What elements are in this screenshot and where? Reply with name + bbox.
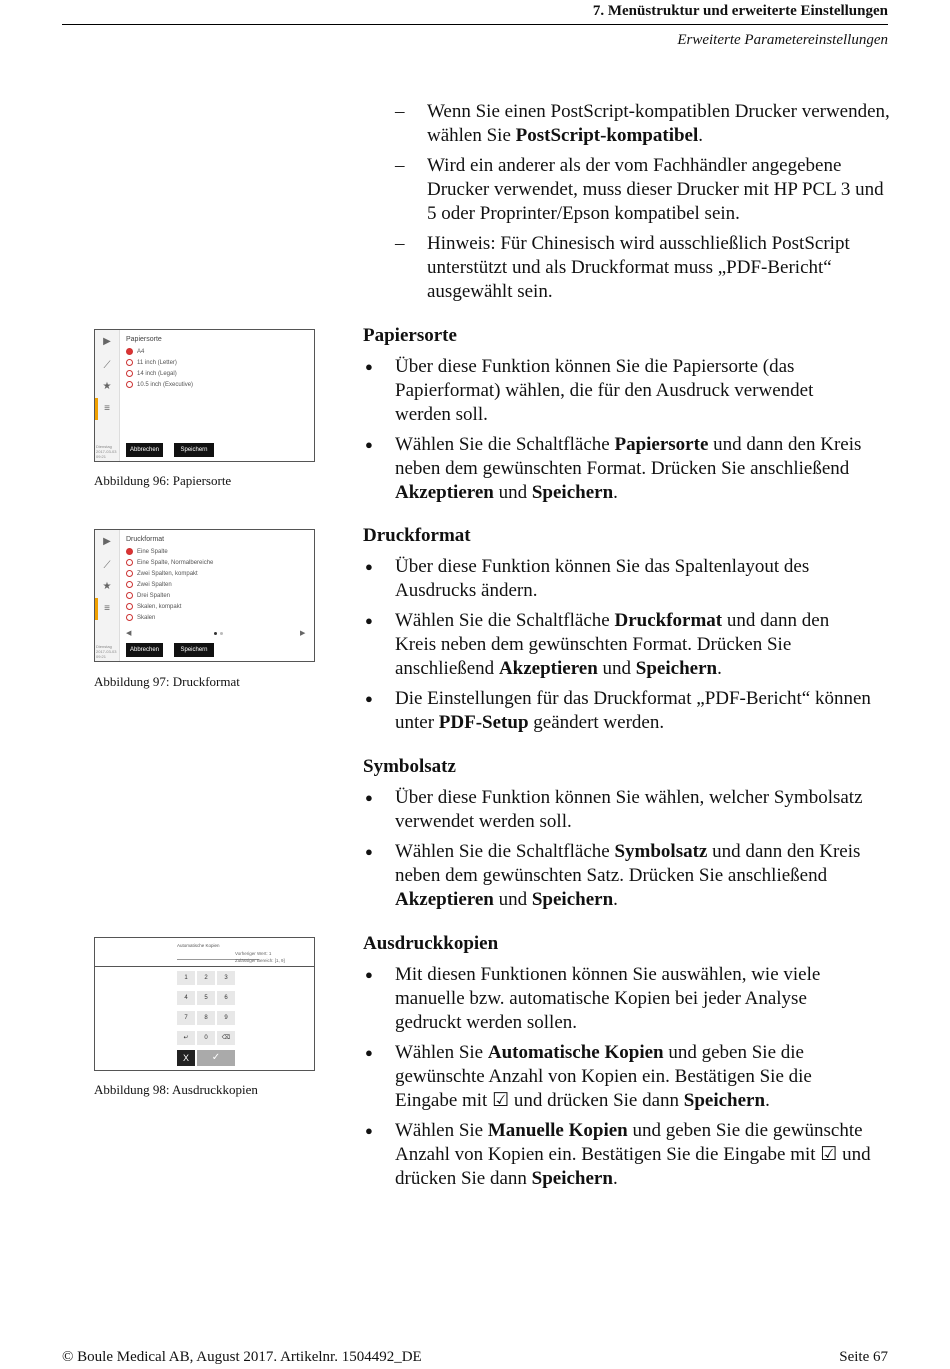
radio-icon — [126, 381, 133, 388]
format-option[interactable]: Zwei Spalten, kompakt — [126, 570, 198, 579]
text-run: und geben Sie die gewünschte Anzahl von Kopien ein. Bestätigen Sie die Eingabe mit ☑ und drücken Sie dann — [395, 1120, 871, 1189]
bold-term: Speichern — [531, 482, 614, 503]
bullet-list-ausdruckkopien — [363, 963, 873, 1197]
key-3[interactable]: 3 — [217, 971, 235, 985]
divider — [95, 966, 314, 967]
radio-icon — [126, 359, 133, 366]
scroll-left-icon[interactable]: ◀ — [126, 630, 132, 637]
text-run: und dann den Kreis neben dem gewünschten Format. Drücken Sie anschließend — [395, 610, 830, 679]
bold-term: Akzeptieren — [395, 889, 494, 910]
section-title-symbolsatz: Symbolsatz — [363, 756, 456, 777]
figure-papiersorte-screenshot — [94, 329, 315, 462]
bullet-list-papiersorte — [363, 355, 873, 511]
bold-term: PDF-Setup — [438, 712, 529, 733]
radio-icon — [126, 592, 133, 599]
paper-option-letter[interactable]: 11 inch (Letter) — [126, 359, 177, 368]
text-run: Über diese Funktion können Sie das Spaltenlayout des Ausdrucks ändern. — [395, 556, 810, 601]
paper-option-legal[interactable]: 14 inch (Legal) — [126, 370, 177, 379]
key-6[interactable]: 6 — [217, 991, 235, 1005]
chart-icon: ⟋ — [103, 360, 111, 371]
confirm-key[interactable]: ✓ — [197, 1050, 235, 1066]
page-indicator-icon — [220, 632, 223, 635]
text-run: Über diese Funktion können Sie die Papiersorte (das Papierformat) wählen, die für den Ausdruck verwendet werden soll. — [395, 356, 814, 425]
chart-icon: ⟋ — [103, 560, 111, 571]
scroll-right-icon[interactable]: ▶ — [300, 630, 306, 637]
keypad-title: Automatische Kopien — [177, 943, 220, 948]
menu-icon: ≡ — [104, 403, 110, 414]
cancel-key[interactable]: X — [177, 1050, 195, 1066]
text-run: . — [613, 889, 618, 910]
bold-term: PostScript-kompatibel — [515, 125, 699, 146]
text-run: Wird ein anderer als der vom Fachhändler angegebene Drucker verwendet, muss dieser Drucker mit HP PCL 3 und 5 oder Proprinter/Epson kompatibel sein. — [427, 155, 884, 224]
figure-ausdruckkopien-screenshot — [94, 937, 315, 1071]
play-icon: ▶ — [103, 336, 111, 347]
text-run: Mit diesen Funktionen können Sie auswählen, wie viele manuelle bzw. automatische Kopien bei jeder Analyse gedruckt werden sollen. — [395, 964, 821, 1033]
enter-key[interactable]: ↵ — [177, 1031, 195, 1045]
page-indicator-icon — [214, 632, 217, 635]
save-button[interactable]: Speichern — [174, 643, 214, 657]
cancel-button[interactable]: Abbrechen — [126, 643, 163, 657]
bold-term: Akzeptieren — [395, 482, 494, 503]
chapter-heading: 7. Menüstruktur und erweiterte Einstellungen — [592, 3, 888, 19]
sidebar — [95, 530, 120, 661]
radio-selected-icon — [126, 548, 133, 555]
date-time: Dienstag 2017-03-03 09:21 — [96, 444, 117, 459]
figure-caption: Abbildung 98: Ausdruckkopien — [94, 1082, 258, 1097]
format-option[interactable]: Drei Spalten — [126, 592, 170, 601]
section-title-papiersorte: Papiersorte — [363, 325, 457, 346]
bullet-list-symbolsatz — [363, 786, 873, 918]
dash-item: – Wird ein anderer als der vom Fachhändler angegebene Drucker verwendet, muss dieser Drucker mit HP PCL 3 und 5 oder Proprinter/Epson kompatibel sein. — [395, 155, 884, 224]
text-run: und — [493, 889, 532, 910]
bullet-item: ● Wählen Sie die Schaltfläche Papiersorte und dann den Kreis neben dem gewünschten Format. Drücken Sie anschließend Akzeptieren und Speichern. — [365, 434, 862, 503]
bullet-item: ● Wählen Sie Automatische Kopien und geben Sie die gewünschte Anzahl von Kopien ein. Bestätigen Sie die Eingabe mit ☑ und drücken Sie dann Speichern. — [365, 1042, 812, 1111]
bold-term: Speichern — [531, 1168, 613, 1189]
bold-term: Manuelle Kopien — [487, 1120, 628, 1141]
text-run: . — [612, 1168, 618, 1189]
backspace-key[interactable]: ⌫ — [217, 1031, 235, 1045]
text-run: Wählen Sie die Schaltfläche — [395, 434, 615, 455]
bold-term: Speichern — [635, 658, 718, 679]
key-5[interactable]: 5 — [197, 991, 215, 1005]
text-run: . — [698, 125, 704, 146]
key-0[interactable]: 0 — [197, 1031, 215, 1045]
section-title-druckformat: Druckformat — [363, 525, 471, 546]
bold-term: Akzeptieren — [498, 658, 598, 679]
key-2[interactable]: 2 — [197, 971, 215, 985]
radio-icon — [126, 570, 133, 577]
text-run: Wählen Sie die Schaltfläche — [395, 610, 615, 631]
text-run: Die Einstellungen für das Druckformat „PDF-Bericht“ können unter — [395, 688, 871, 733]
radio-selected-icon — [126, 348, 133, 355]
screen-title: Druckformat — [126, 536, 165, 543]
section-title-ausdruckkopien: Ausdruckkopien — [363, 933, 499, 954]
format-option[interactable]: Eine Spalte, Normalbereiche — [126, 559, 213, 568]
text-run: und — [597, 658, 636, 679]
text-run: Wählen Sie — [395, 1120, 488, 1141]
menu-icon: ≡ — [104, 603, 110, 614]
bullet-item: ● Die Einstellungen für das Druckformat „PDF-Bericht“ können unter PDF-Setup geändert werden. — [365, 688, 871, 733]
page-number: Seite 67 — [839, 1349, 888, 1365]
format-option[interactable]: Eine Spalte — [126, 548, 168, 557]
bold-term: Papiersorte — [614, 434, 709, 455]
text-run: . — [613, 482, 618, 503]
figure-caption: Abbildung 97: Druckformat — [94, 674, 240, 689]
bullet-item: ● Wählen Sie die Schaltfläche Druckformat und dann den Kreis neben dem gewünschten Format. Drücken Sie anschließend Akzeptieren und Speichern. — [365, 610, 830, 679]
paper-option-a4[interactable]: A4 — [126, 348, 144, 357]
bold-term: Symbolsatz — [614, 841, 708, 862]
footer-copyright: © Boule Medical AB, August 2017. Artikelnr. 1504492_DE — [62, 1349, 422, 1365]
star-icon: ★ — [102, 581, 112, 592]
key-8[interactable]: 8 — [197, 1011, 215, 1025]
play-icon: ▶ — [103, 536, 111, 547]
key-7[interactable]: 7 — [177, 1011, 195, 1025]
text-run: Wählen Sie die Schaltfläche — [395, 841, 615, 862]
text-run: . — [717, 658, 722, 679]
screen-title: Papiersorte — [126, 336, 162, 343]
bullet-item: ● Über diese Funktion können Sie das Spaltenlayout des Ausdrucks ändern. — [365, 556, 810, 601]
text-run: und dann den Kreis neben dem gewünschten Format. Drücken Sie anschließend — [395, 434, 862, 479]
text-run: Über diese Funktion können Sie wählen, welcher Symbolsatz verwendet werden soll. — [395, 787, 863, 832]
text-run: Wählen Sie — [395, 1042, 488, 1063]
format-option[interactable]: Skalen — [126, 614, 155, 623]
radio-icon — [126, 603, 133, 610]
cancel-button[interactable]: Abbrechen — [126, 443, 163, 457]
bullet-list-druckformat — [363, 555, 873, 741]
star-icon: ★ — [102, 381, 112, 392]
bold-term: Druckformat — [614, 610, 723, 631]
text-run: Wenn Sie einen PostScript-kompatiblen Drucker verwenden, wählen Sie — [427, 101, 890, 146]
previous-value: Vorheriger Wert: 1 — [235, 951, 272, 956]
figure-druckformat-screenshot — [94, 529, 315, 662]
bold-term: Speichern — [683, 1090, 766, 1111]
format-option[interactable]: Skalen, kompakt — [126, 603, 181, 612]
text-run: geändert werden. — [528, 712, 665, 733]
text-run: und geben Sie die gewünschte Anzahl von Kopien ein. Bestätigen Sie die Eingabe mit ☑ und drücken Sie dann — [395, 1042, 812, 1111]
dash-item: – Hinweis: Für Chinesisch wird ausschließlich PostScript unterstützt und als Druckformat muss „PDF-Bericht“ ausgewählt sein. — [395, 233, 850, 302]
bold-term: Automatische Kopien — [487, 1042, 664, 1063]
allowed-range: Zulässiger Bereich: [1, 9] — [235, 958, 285, 963]
radio-icon — [126, 370, 133, 377]
sidebar-selection-marker — [95, 598, 98, 620]
bullet-item: ● Mit diesen Funktionen können Sie auswählen, wie viele manuelle bzw. automatische Kopien bei jeder Analyse gedruckt werden sollen. — [365, 964, 821, 1033]
radio-icon — [126, 581, 133, 588]
key-4[interactable]: 4 — [177, 991, 195, 1005]
bullet-item: ● Über diese Funktion können Sie die Papiersorte (das Papierformat) wählen, die für den Ausdruck verwendet werden soll. — [365, 356, 814, 425]
figure-caption: Abbildung 96: Papiersorte — [94, 473, 232, 488]
key-1[interactable]: 1 — [177, 971, 195, 985]
save-button[interactable]: Speichern — [174, 443, 214, 457]
bullet-item: ● Wählen Sie die Schaltfläche Symbolsatz und dann den Kreis neben dem gewünschten Satz. Drücken Sie anschließend Akzeptieren und Speichern. — [365, 841, 861, 910]
paper-option-executive[interactable]: 10.5 inch (Executive) — [126, 381, 193, 390]
text-run: und dann den Kreis neben dem gewünschten Satz. Drücken Sie anschließend — [395, 841, 861, 886]
section-heading: Erweiterte Parametereinstellungen — [677, 32, 888, 48]
text-run: Hinweis: Für Chinesisch wird ausschließlich PostScript unterstützt und als Druckformat muss „PDF-Bericht“ ausgewählt sein. — [427, 233, 850, 302]
bullet-item: ● Wählen Sie Manuelle Kopien und geben Sie die gewünschte Anzahl von Kopien ein. Bestätigen Sie die Eingabe mit ☑ und drücken Sie dann Speichern. — [365, 1120, 871, 1189]
text-run: . — [765, 1090, 770, 1111]
bold-term: Speichern — [531, 889, 614, 910]
bullet-item: ● Über diese Funktion können Sie wählen, welcher Symbolsatz verwendet werden soll. — [365, 787, 863, 832]
text-run: und — [493, 482, 532, 503]
radio-icon — [126, 559, 133, 566]
key-9[interactable]: 9 — [217, 1011, 235, 1025]
format-option[interactable]: Zwei Spalten — [126, 581, 172, 590]
dash-item: – Wenn Sie einen PostScript-kompatiblen Drucker verwenden, wählen Sie PostScript-kompatibel. — [395, 101, 890, 146]
sidebar — [95, 330, 120, 461]
radio-icon — [126, 614, 133, 621]
dash-list — [395, 100, 895, 310]
header-rule — [62, 24, 888, 25]
date-time: Dienstag 2017-03-03 09:21 — [96, 644, 117, 659]
sidebar-selection-marker — [95, 398, 98, 420]
